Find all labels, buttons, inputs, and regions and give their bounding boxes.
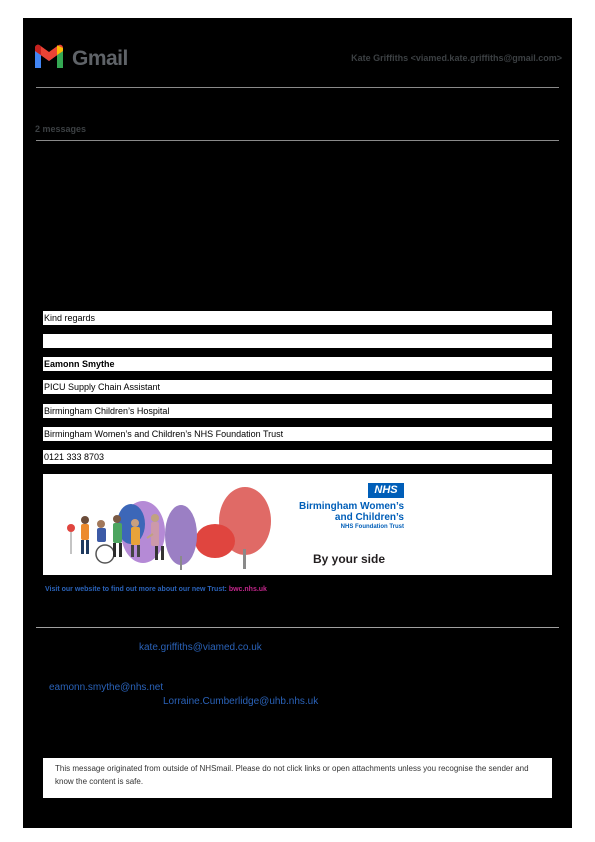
document-page (23, 18, 572, 828)
external-sender-notice: This message originated from outside of NHSmail. Please do not click links or open attachments unless you recognise the sender and know the content is safe. (43, 758, 552, 798)
signature-trust: Birmingham Women’s and Children’s NHS Foundation Trust (43, 427, 552, 441)
quote-divider (36, 627, 559, 628)
visit-website-line (45, 586, 267, 593)
trust-banner-image (43, 474, 552, 575)
header-divider (36, 87, 559, 88)
gmail-wordmark: Gmail (72, 47, 128, 70)
to-email-link[interactable]: eamonn.smythe@nhs.net (49, 682, 164, 693)
signature-name: Eamonn Smythe (43, 357, 552, 371)
signature-blank-line (43, 334, 552, 348)
banner-trust-line-1: Birmingham Women’s (298, 501, 404, 512)
banner-tagline: By your side (313, 552, 386, 566)
signature-phone: 0121 333 8703 (43, 450, 552, 464)
banner-illustration (43, 474, 273, 575)
trust-website-link[interactable]: bwc.nhs.uk (228, 586, 267, 593)
nhs-logo: NHS (368, 483, 404, 498)
signature-title: PICU Supply Chain Assistant (43, 380, 552, 394)
cc-email-link[interactable]: Lorraine.Cumberlidge@uhb.nhs.uk (163, 696, 319, 707)
banner-trust-line-3: NHS Foundation Trust (340, 524, 404, 530)
thread-divider (36, 140, 559, 141)
account-label: Kate Griffiths <viamed.kate.griffiths@gmail.com> (351, 53, 562, 63)
signature-hospital: Birmingham Children’s Hospital (43, 404, 552, 418)
from-email-link[interactable]: kate.griffiths@viamed.co.uk (139, 642, 262, 653)
visit-website-text: Visit our website to find out more about our new Trust: (45, 586, 229, 593)
message-count: 2 messages (35, 124, 87, 134)
signature-closing: Kind regards (43, 311, 552, 325)
banner-trust-line-2: and Children’s (334, 512, 404, 523)
gmail-logo-icon (33, 44, 65, 68)
